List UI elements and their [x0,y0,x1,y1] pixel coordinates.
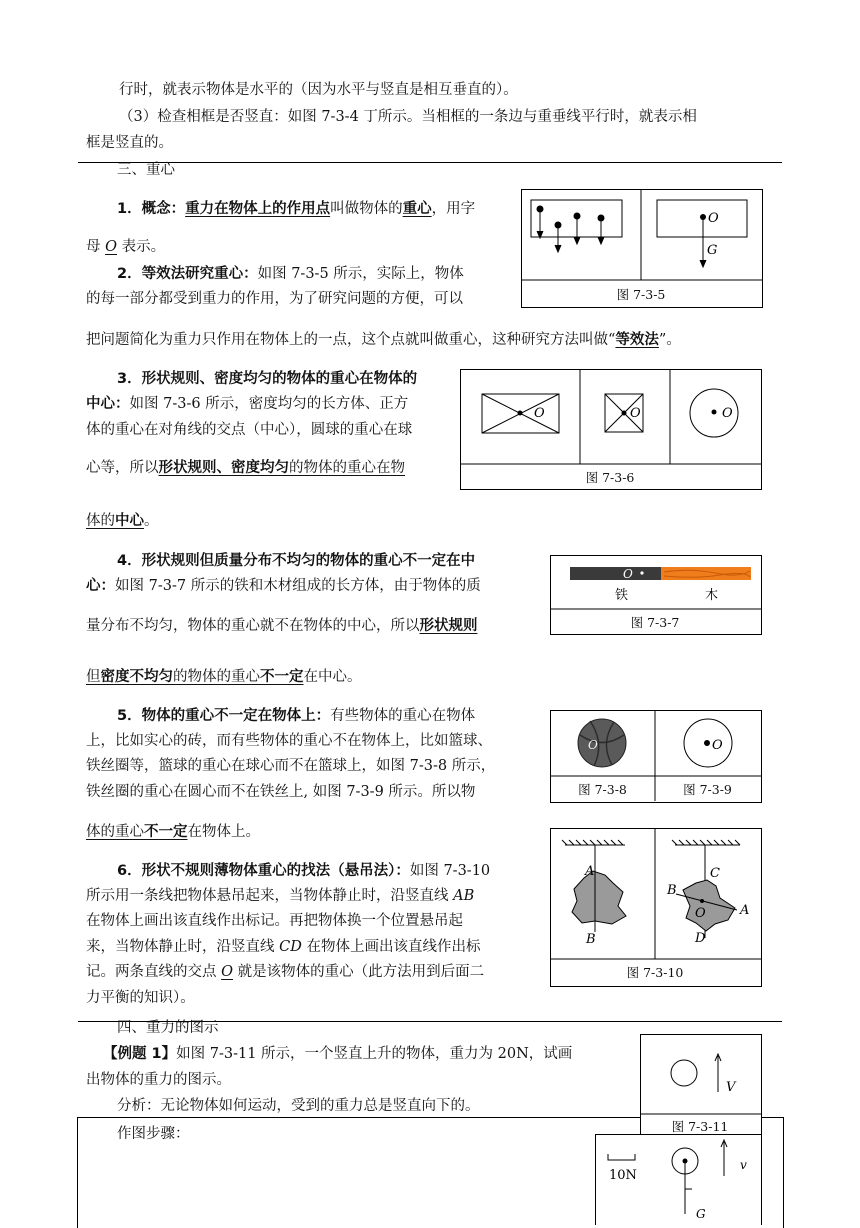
figure-caption: 图 7-3-7 [630,615,680,630]
text-line: 体的中心。 [86,513,159,529]
text-line: （3）检查相框是否竖直：如图 7-3-4 丁所示。当相框的一条边与重垂线平行时，就表示相 [119,109,697,125]
paragraph-nonuniform: 4．形状规则但质量分布不均匀的物体的重心不一定在中 [117,553,476,569]
label-scale: 10N [609,1168,637,1183]
paragraph-not-on-object: 5．物体的重心不一定在物体上：有些物体的重心在物体 [117,708,476,724]
label-C: C [710,866,720,881]
label-G: G [696,1207,706,1221]
text-line: 上，比如实心的砖，而有些物体的重心不在物体上，比如篮球、 [86,733,492,749]
text-line: 记。两条直线的交点 O 就是该物体的重心（此方法用到后面二 [86,964,485,980]
label-B: B [667,883,677,898]
text-line: 所示用一条线把物体悬吊起来，当物体静止时，沿竖直线 AB [86,888,475,904]
paragraph-suspension: 6．形状不规则薄物体重心的找法（悬吊法）：如图 7-3-10 [117,863,491,879]
text-line: 框是竖直的。 [86,135,173,151]
label-v: v [740,1158,747,1172]
text-line: 作图步骤： [117,1126,190,1142]
label-O: O [708,211,719,226]
label-O: O [695,906,706,921]
label-O: O [630,406,641,421]
section-title: 四、重力的图示 [117,1020,219,1036]
text-line: 铁丝圈的重心在圆心而不在铁丝上, 如图 7-3-9 所示。所以物 [86,784,476,800]
label-O: O [534,406,545,421]
label-O: O [712,738,723,753]
text-line: 铁丝圈等，篮球的重心在球心而不在篮球上，如图 7-3-8 所示， [86,758,496,774]
figure-caption: 图 7-3-8 [578,782,627,797]
text-line: 体的重心在对角线的交点（中心），圆球的重心在球 [86,422,413,438]
answer-figure-drawing [595,1134,762,1221]
figure-caption: 图 7-3-11 [671,1119,729,1134]
paragraph-equivalence: 2．等效法研究重心：如图 7-3-5 所示，实际上，物体 [117,266,464,282]
text-line: 母 O 表示。 [86,239,166,255]
text-line: 把问题简化为重力只作用在物体上的一点，这个点就叫做重心，这种研究方法叫做“等效法”。 [86,332,681,348]
label-A: A [740,903,750,918]
figure-caption: 图 7-3-6 [585,470,635,485]
text-line: 出物体的重力的图示。 [86,1072,231,1088]
paragraph-concept: 1．概念：重力在物体上的作用点叫做物体的重心，用字 [117,201,476,217]
figure-caption: 图 7-3-9 [683,782,732,797]
label-iron: 铁 [615,588,629,603]
section-divider [78,162,782,163]
text-line: 中心：如图 7-3-6 所示，密度均匀的长方体、正方 [86,396,409,412]
label-A: A [585,864,595,879]
label-D: D [695,931,706,946]
text-line: 体的重心不一定在物体上。 [86,824,260,840]
paragraph-regular-shape: 3．形状规则、密度均匀的物体的重心在物体的 [117,371,418,387]
text-line: 心：如图 7-3-7 所示的铁和木材组成的长方体，由于物体的质 [86,578,481,594]
text-line: 量分布不均匀，物体的重心就不在物体的中心，所以形状规则 [86,618,478,634]
text-line: 力平衡的知识）。 [86,990,195,1006]
text-line: 心等，所以形状规则、密度均匀的物体的重心在物 [86,460,405,476]
text-line: 的每一部分都受到重力的作用，为了研究问题的方便，可以 [86,291,463,307]
label-G: G [707,243,718,258]
label-wood: 木 [705,588,719,603]
text-line: 但密度不均匀的物体的重心不一定在中心。 [86,669,362,685]
figure-caption: 图 7-3-5 [616,287,666,302]
text-line: 分析：无论物体如何运动，受到的重力总是竖直向下的。 [117,1098,480,1114]
label-B: B [586,932,596,947]
label-v: V [726,1080,736,1095]
text-line: 来，当物体静止时，沿竖直线 CD 在物体上画出该直线作出标 [86,939,481,955]
text-line: 在物体上画出该直线作出标记。再把物体换一个位置悬吊起 [86,913,463,929]
section-title: 三、重心 [117,162,175,178]
text-line: 行时，就表示物体是水平的（因为水平与竖直是相互垂直的）。 [119,82,518,98]
figure-caption: 图 7-3-10 [626,965,684,980]
example-line: 【例题 1】如图 7-3-11 所示，一个竖直上升的物体，重力为 20N，试画 [103,1046,573,1062]
label-O: O [623,567,633,581]
label-O: O [588,738,598,752]
label-O: O [722,406,733,421]
